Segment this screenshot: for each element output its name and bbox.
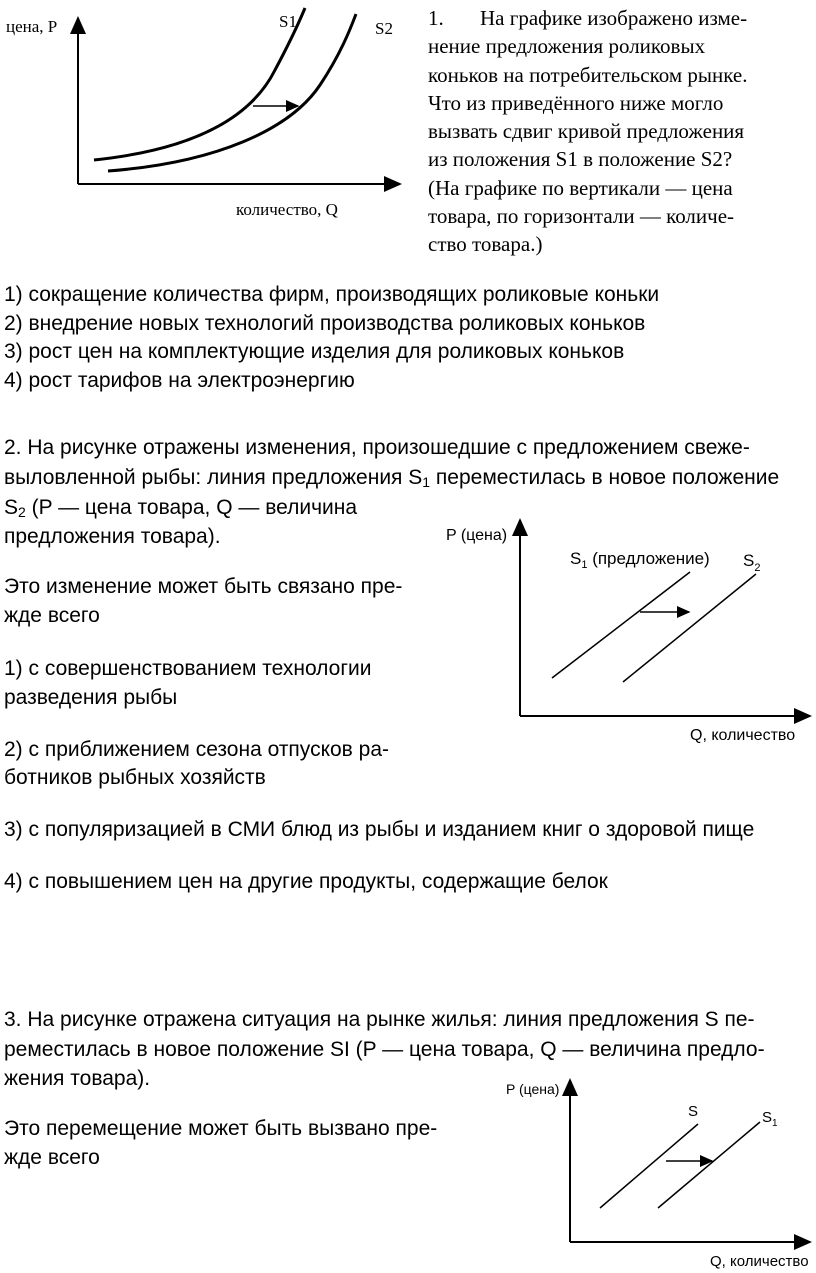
q2-s1-label: $S_1$ (предложение) xyxy=(570,549,710,571)
q3-intro-2: жде всего xyxy=(4,1146,100,1169)
q1-number: 1. xyxy=(428,6,444,30)
q1-question-text xyxy=(428,4,810,259)
q3-text-line-3: жения товара). xyxy=(4,1067,151,1090)
q2-intro-2: жде всего xyxy=(4,604,100,627)
q3-supply-graph xyxy=(498,1072,816,1272)
q2-s2-label: $S_2$ xyxy=(743,551,761,574)
q1-supply-graph xyxy=(0,0,420,230)
q1-x-label: количество, Q xyxy=(236,200,338,219)
q1-line: товара, по горизонтали — количе- xyxy=(428,204,735,229)
q2-option-1b: разведения рыбы xyxy=(4,686,178,709)
q2-y-label: P (цена) xyxy=(446,527,508,544)
q1-s1-label: S1 xyxy=(279,12,297,31)
q1-curve-s1 xyxy=(94,8,305,160)
q1-option-4: 4) рост тарифов на электроэнергию xyxy=(4,369,355,392)
q1-option-1: 1) сокращение количества фирм, производящих роликовые коньки xyxy=(4,283,660,306)
q2-intro-1: Это изменение может быть связано пре- xyxy=(4,575,403,598)
q2-supply-graph xyxy=(438,508,816,754)
q2-option-2a: 2) с приближением сезона отпусков ра- xyxy=(4,738,390,761)
q3-text-line-2: реместилась в новое положение SI (P — цена товара, Q — величина предло- xyxy=(4,1038,765,1061)
q1-y-label: цена, P xyxy=(6,17,58,36)
q1-curve-s2 xyxy=(108,14,356,171)
q2-line-s2 xyxy=(623,574,756,682)
q3-s1-label: $S_1$ xyxy=(762,1109,778,1129)
q2-option-3: 3) с популяризацией в СМИ блюд из рыбы и изданием книг о здоровой пище xyxy=(4,818,755,841)
q1-option-2: 2) внедрение новых технологий производства роликовых коньков xyxy=(4,312,646,335)
q1-line: коньков на потребительском рынке. xyxy=(428,62,748,87)
q1-line: ство товара.) xyxy=(428,232,543,257)
q3-text-line-1: 3. На рисунке отражена ситуация на рынке жилья: линия предложения S пе- xyxy=(4,1008,755,1031)
q1-line: Что из приведённого ниже могло xyxy=(428,90,724,115)
q1-line: вызвать сдвиг кривой предложения xyxy=(428,119,745,144)
q3-line-s xyxy=(600,1124,698,1208)
q1-line: нение предложения роликовых xyxy=(428,34,706,59)
q2-option-1a: 1) с совершенствованием технологии xyxy=(4,657,372,680)
q2-line-s1 xyxy=(552,572,690,678)
q1-line: (На графике по вертикали — цена xyxy=(428,175,733,200)
q2-text-line-1: 2. На рисунке отражены изменения, произошедшие с предложением свеже- xyxy=(4,436,750,459)
q2-x-label: Q, количество xyxy=(690,727,796,744)
q2-option-4: 4) с повышением цен на другие продукты, содержащие белок xyxy=(4,870,608,893)
q3-intro-1: Это перемещение может быть вызвано пре- xyxy=(4,1117,438,1140)
q2-option-2b: ботников рыбных хозяйств xyxy=(4,766,266,789)
q3-s-label: S xyxy=(688,1103,699,1120)
q1-option-3: 3) рост цен на комплектующие изделия для роликовых коньков xyxy=(4,340,625,363)
q3-y-label: P (цена) xyxy=(506,1081,560,1097)
q2-text-line-3: $S_2$ (P — цена товара, Q — величина xyxy=(4,496,358,520)
q2-text-line-2: выловленной рыбы: линия предложения $S_1$ переместилась в новое положение xyxy=(4,466,780,490)
q3-x-label: Q, количество xyxy=(710,1253,809,1270)
q2-text-line-4: предложения товара). xyxy=(4,525,221,548)
q1-line: из положения S1 в положение S2? xyxy=(428,147,733,172)
q3-line-s1 xyxy=(658,1122,760,1208)
q1-line: 1. На графике изображено изме- xyxy=(428,4,810,32)
q1-s2-label: S2 xyxy=(375,19,393,38)
